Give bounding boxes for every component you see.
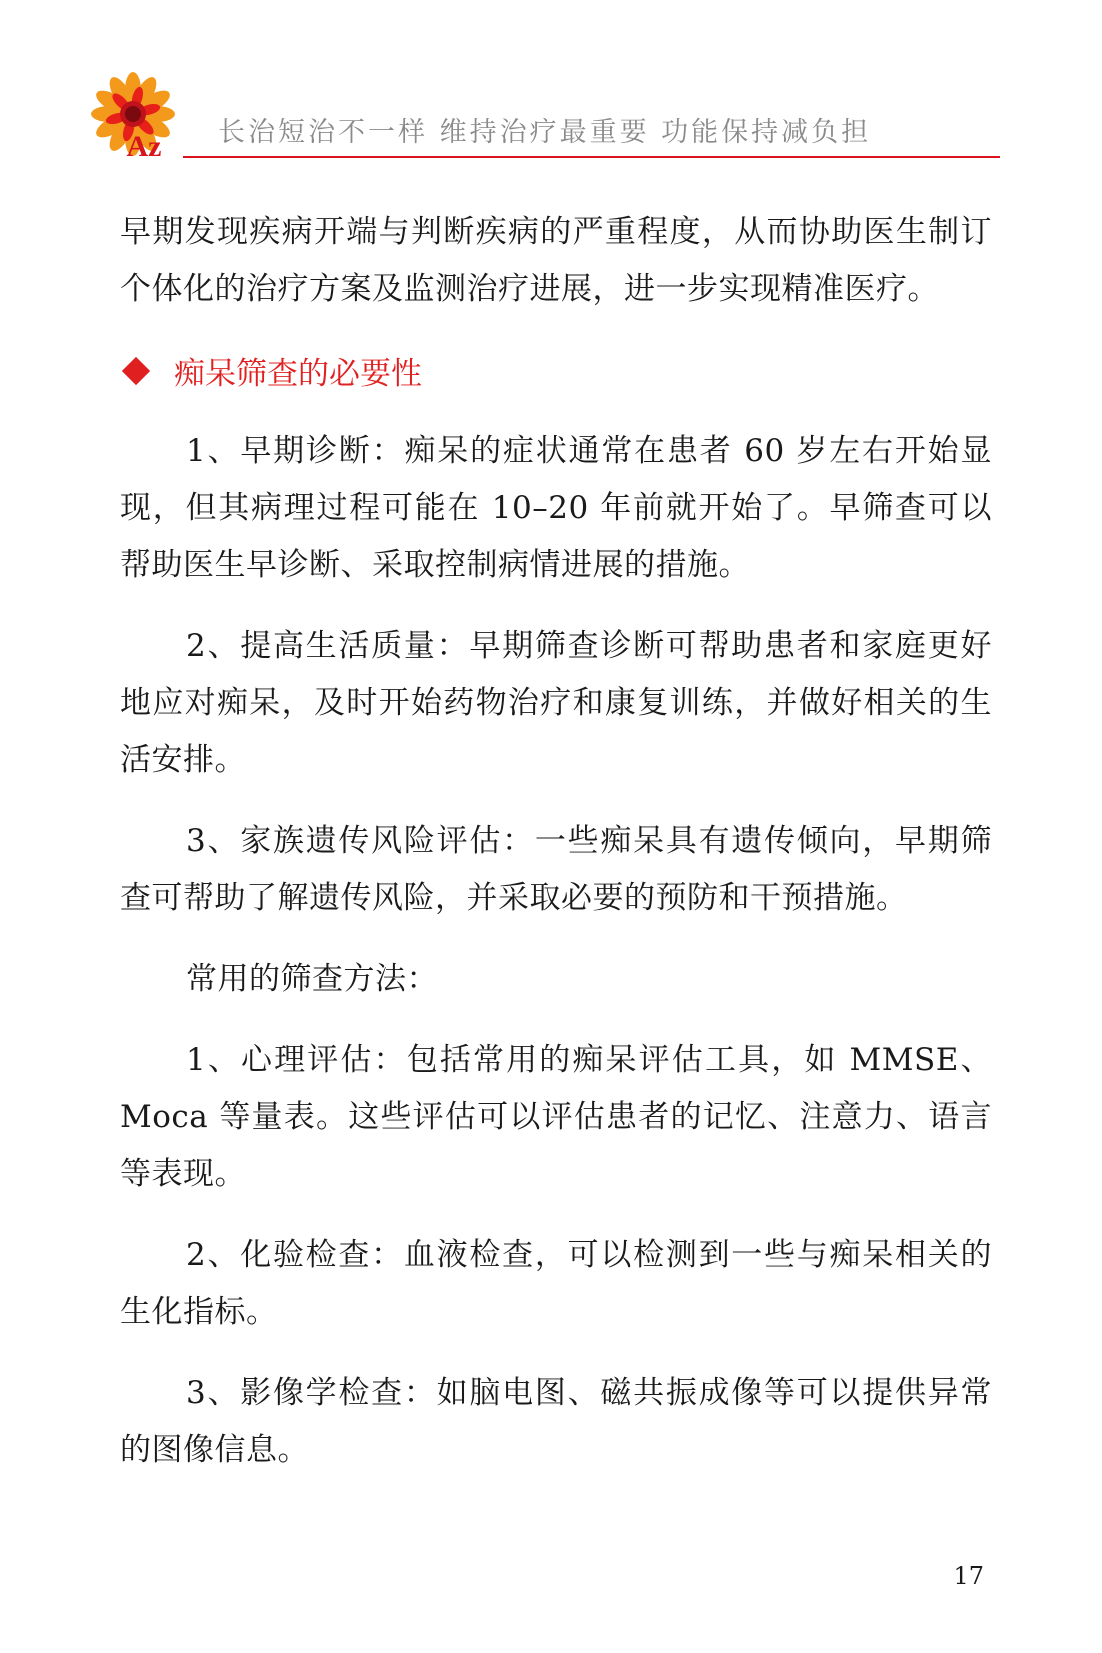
page-body — [120, 204, 992, 1503]
logo-text: Az — [126, 130, 162, 162]
section-heading — [120, 342, 992, 399]
page-header — [88, 72, 1000, 162]
method-item-imaging: 3、影像学检查：如脑电图、磁共振成像等可以提供异常的图像信息。 — [120, 1375, 992, 1468]
method-item-psych-assessment: 1、心理评估：包括常用的痴呆评估工具，如 MMSE、Moca 等量表。这些评估可以评估患者的记忆、注意力、语言等表现。 — [120, 1042, 992, 1192]
diamond-bullet-icon — [122, 356, 150, 384]
header-divider — [183, 156, 1000, 158]
necessity-item-genetic-risk: 3、家族遗传风险评估：一些痴呆具有遗传倾向，早期筛查可帮助了解遗传风险，并采取必要的预防和干预措施。 — [120, 823, 992, 916]
intro-paragraph: 早期发现疾病开端与判断疾病的严重程度，从而协助医生制订个体化的治疗方案及监测治疗进展，进一步实现精准医疗。 — [120, 214, 992, 307]
header-tagline: 长治短治不一样 维持治疗最重要 功能保持减负担 — [218, 117, 872, 148]
necessity-item-early-diagnosis: 1、早期诊断：痴呆的症状通常在患者 60 岁左右开始显现，但其病理过程可能在 10–20 年前就开始了。早筛查可以帮助医生早诊断、采取控制病情进展的措施。 — [120, 433, 992, 583]
sunflower-logo-icon — [88, 72, 178, 162]
method-item-lab-test: 2、化验检查：血液检查，可以检测到一些与痴呆相关的生化指标。 — [120, 1237, 992, 1330]
page-number: 17 — [953, 1562, 984, 1590]
section-heading-text: 痴呆筛查的必要性 — [174, 356, 422, 392]
methods-intro: 常用的筛查方法： — [186, 961, 438, 997]
necessity-item-quality-of-life: 2、提高生活质量：早期筛查诊断可帮助患者和家庭更好地应对痴呆，及时开始药物治疗和康复训练，并做好相关的生活安排。 — [120, 628, 992, 778]
